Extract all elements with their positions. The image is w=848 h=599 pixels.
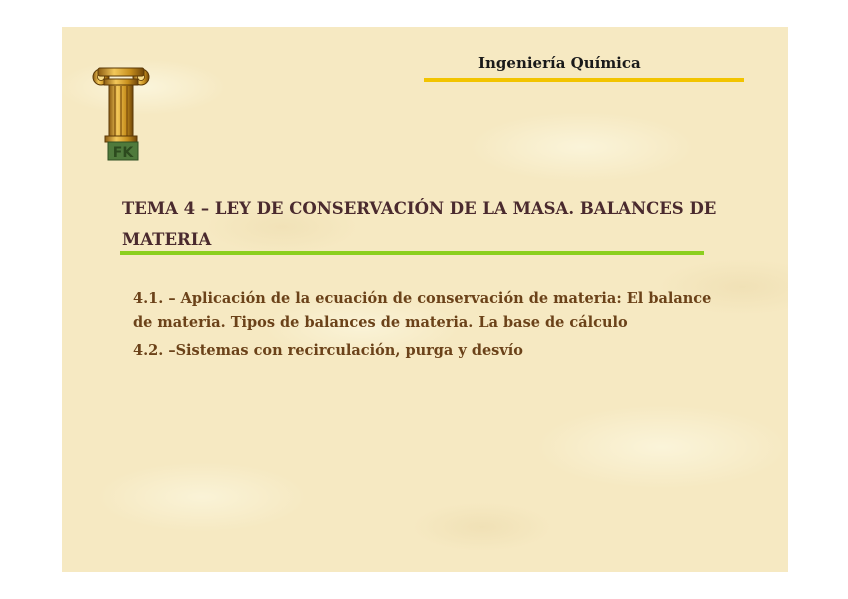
header-divider bbox=[424, 78, 744, 82]
header-title: Ingeniería Química bbox=[478, 54, 641, 72]
list-item: 4.2. –Sistemas con recirculación, purga y desvío bbox=[133, 342, 523, 359]
slide-title: TEMA 4 – LEY DE CONSERVACIÓN DE LA MASA. BALANCES DE MATERIA bbox=[122, 199, 717, 249]
ionic-column-logo-icon bbox=[92, 64, 150, 164]
list-item: 4.1. – Aplicación de la ecuación de conservación de materia: El balance de materia. Tipos de balances de materia. La base de cálculo bbox=[133, 290, 712, 331]
svg-text:FK: FK bbox=[112, 145, 134, 161]
title-divider bbox=[120, 251, 704, 255]
